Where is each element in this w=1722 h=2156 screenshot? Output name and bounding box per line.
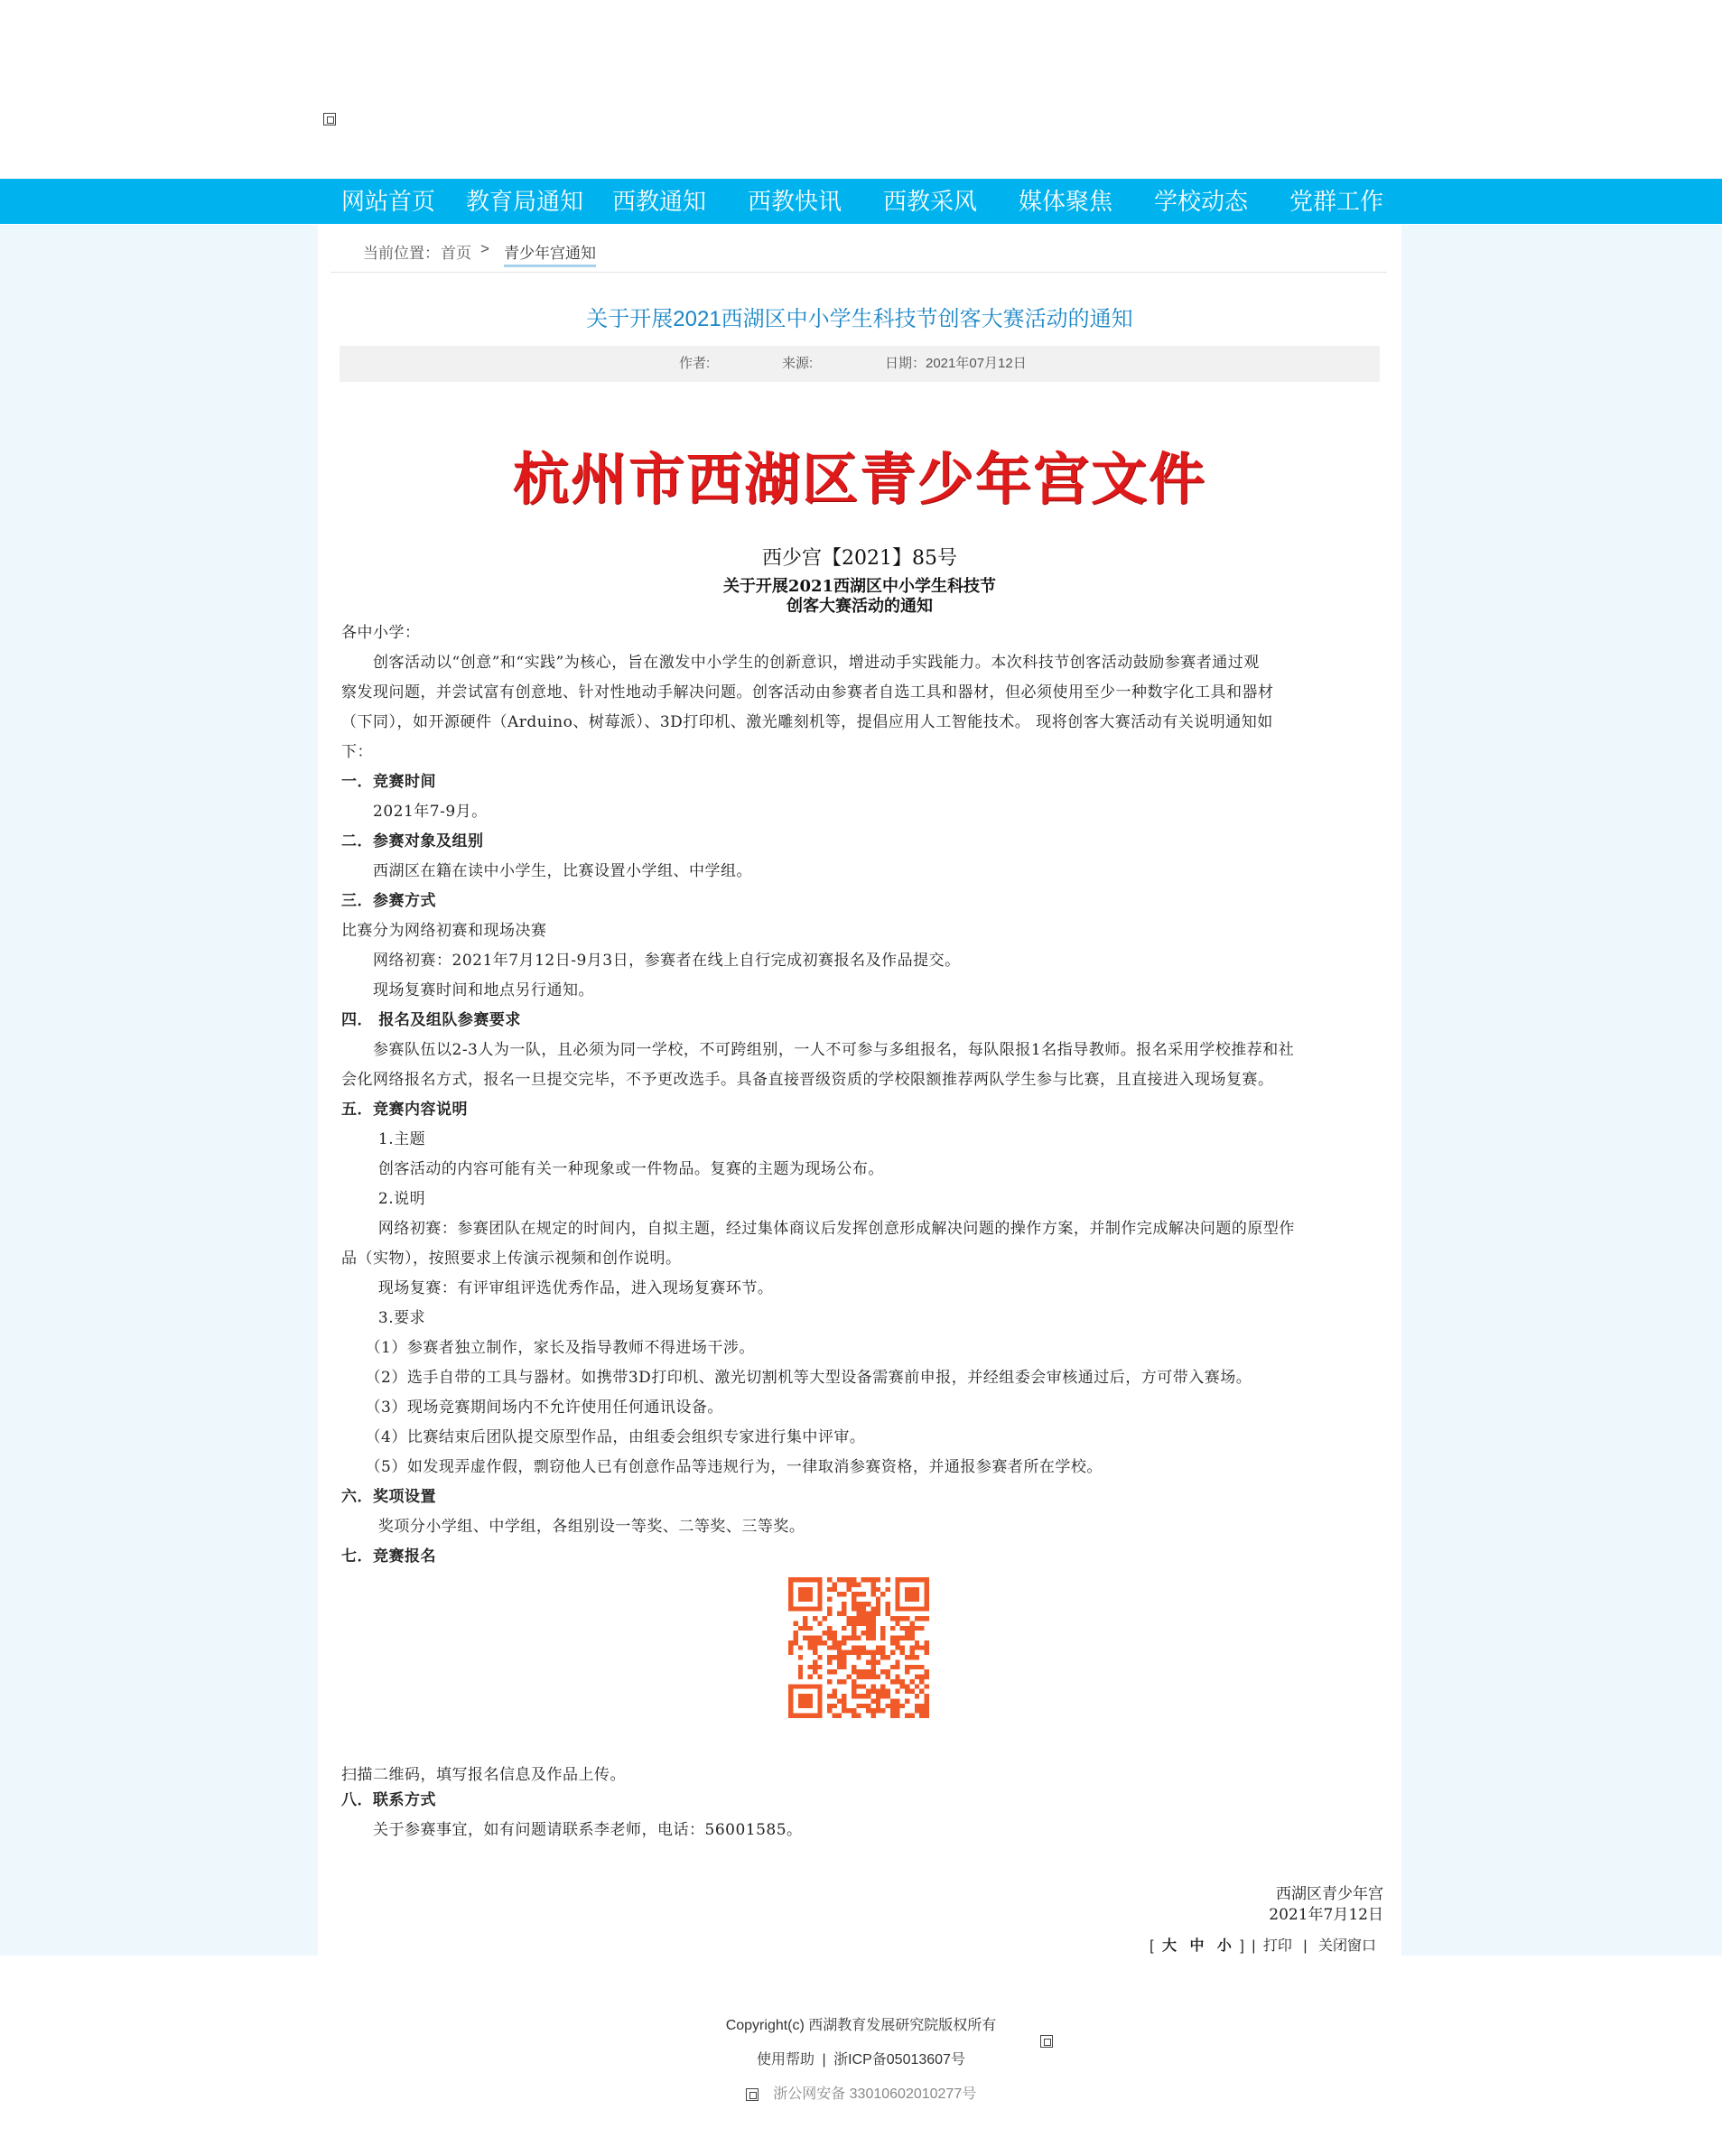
- doc-line: 3.要求: [341, 1309, 426, 1327]
- doc-line: 扫描二维码，填写报名信息及作品上传。: [341, 1766, 626, 1784]
- doc-line: （5）如发现弄虚作假，剽窃他人已有创意作品等违规行为，一律取消参赛资格，并通报参赛者所在学校。: [341, 1458, 1103, 1476]
- footer-icp-link[interactable]: 浙ICP备05013607号: [833, 2052, 965, 2068]
- tools-separator: |: [1252, 1938, 1256, 1954]
- nav-item-party-work[interactable]: 党群工作: [1289, 188, 1384, 215]
- doc-line: 创客活动以“创意”和“实践”为核心，旨在激发中小学生的创新意识，增进动手实践能力。本次科技节创客活动鼓励参赛者通过观: [341, 654, 1260, 672]
- registration-qr-code: [782, 1577, 935, 1718]
- nav-item-xijiao-notice[interactable]: 西教通知: [612, 188, 707, 215]
- footer-links: [0, 2048, 1722, 2068]
- doc-line: （1）参赛者独立制作，家长及指导教师不得进场干涉。: [341, 1339, 755, 1357]
- doc-line: 各中小学：: [341, 624, 421, 642]
- doc-line: （下同），如开源硬件（Arduino、树莓派）、3D打印机、激光雕刻机等，提倡应用人工智能技术。 现将创客大赛活动有关说明通知如: [341, 713, 1273, 731]
- breadcrumb-current-link[interactable]: 青少年宫通知: [504, 240, 596, 267]
- meta-source: 来源:: [782, 356, 814, 371]
- footer-police-record: [0, 2082, 1722, 2103]
- doc-line: 2021年7-9月。: [341, 803, 488, 821]
- doc-line: 现场复赛：有评审组评选优秀作品，进入现场复赛环节。: [341, 1279, 774, 1297]
- doc-line: 2.说明: [341, 1190, 426, 1208]
- doc-line: 西湖区在籍在读中小学生，比赛设置小学组、中学组。: [341, 862, 752, 880]
- doc-line: 参赛队伍以2-3人为一队，且必须为同一学校，不可跨组别，一人不可参与多组报名，每队限报1名指导教师。报名采用学校推荐和社: [341, 1041, 1295, 1059]
- font-size-close-bracket: ]: [1240, 1938, 1244, 1954]
- doc-line: 比赛分为网络初赛和现场决赛: [341, 922, 547, 940]
- nav-item-xijiao-style[interactable]: 西教采风: [883, 188, 978, 215]
- top-logo-image: [323, 113, 336, 125]
- doc-line: 奖项分小学组、中学组，各组别设一等奖、二等奖、三等奖。: [341, 1518, 805, 1536]
- doc-signature: 西湖区青少年宫: [1276, 1885, 1383, 1903]
- section-heading: 七．竞赛报名: [341, 1547, 436, 1566]
- doc-line: 品（实物），按照要求上传演示视频和创作说明。: [341, 1250, 682, 1268]
- footer-help-link[interactable]: 使用帮助: [757, 2052, 815, 2068]
- footer-badge-image: [1040, 2035, 1053, 2048]
- doc-line: （4）比赛结束后团队提交原型作品，由组委会组织专家进行集中评审。: [341, 1428, 866, 1446]
- font-size-large-button[interactable]: 大: [1161, 1938, 1177, 1954]
- nav-item-media[interactable]: 媒体聚焦: [1019, 188, 1113, 215]
- footer-copyright: Copyright(c) 西湖教育发展研究院版权所有: [725, 2018, 997, 2033]
- footer-separator: |: [822, 2052, 826, 2068]
- close-window-link[interactable]: 关闭窗口: [1317, 1938, 1376, 1954]
- doc-line: 现场复赛时间和地点另行通知。: [341, 981, 594, 999]
- breadcrumb-prefix: 当前位置：: [363, 245, 440, 262]
- doc-number: 西少宫【2021】85号: [762, 547, 957, 570]
- doc-subtitle-line-1: 关于开展2021西湖区中小学生科技节: [722, 577, 997, 596]
- section-heading: 一．竞赛时间: [341, 773, 436, 791]
- breadcrumb-home-link[interactable]: 首页: [441, 245, 471, 262]
- section-heading: 二．参赛对象及组别: [341, 832, 484, 850]
- article-panel: [318, 225, 1401, 1956]
- doc-red-header: 杭州市西湖区青少年宫文件: [512, 446, 1206, 512]
- doc-line: 察发现问题，并尝试富有创意地、针对性地动手解决问题。创客活动由参赛者自选工具和器材，但必须使用至少一种数字化工具和器材: [341, 683, 1274, 702]
- doc-line: 1.主题: [341, 1130, 426, 1148]
- breadcrumb-separator: >: [480, 240, 489, 257]
- section-heading: 四． 报名及组队参赛要求: [341, 1011, 521, 1029]
- doc-line: 创客活动的内容可能有关一种现象或一件物品。复赛的主题为现场公布。: [341, 1160, 884, 1178]
- tools-separator: |: [1303, 1938, 1308, 1954]
- doc-line: 关于参赛事宜，如有问题请联系李老师，电话：56001585。: [341, 1821, 803, 1839]
- nav-item-school-news[interactable]: 学校动态: [1154, 188, 1249, 215]
- nav-item-xijiao-news[interactable]: 西教快讯: [748, 188, 842, 215]
- nav-item-home[interactable]: 网站首页: [341, 188, 436, 215]
- article-tools: [1150, 1934, 1376, 1955]
- font-size-medium-button[interactable]: 中: [1189, 1938, 1205, 1954]
- doc-line: 网络初赛：2021年7月12日-9月3日，参赛者在线上自行完成初赛报名及作品提交。: [341, 952, 961, 970]
- nav-item-bureau-notice[interactable]: 教育局通知: [466, 188, 584, 215]
- doc-line: （3）现场竞赛期间场内不允许使用任何通讯设备。: [341, 1399, 723, 1417]
- print-link[interactable]: 打印: [1262, 1938, 1292, 1954]
- doc-subtitle-line-2: 创客大赛活动的通知: [787, 597, 933, 616]
- footer-police-link[interactable]: 浙公网安备 33010602010277号: [773, 2086, 977, 2102]
- article-meta-bar: [340, 346, 1380, 382]
- meta-author: 作者:: [679, 356, 711, 371]
- section-heading: 三．参赛方式: [341, 892, 436, 910]
- doc-line: 下：: [341, 743, 373, 761]
- meta-date: 日期：2021年07月12日: [885, 356, 1027, 371]
- font-size-open-bracket: [: [1150, 1938, 1154, 1954]
- article-title: 关于开展2021西湖区中小学生科技节创客大赛活动的通知: [586, 307, 1133, 331]
- police-badge-icon: [746, 2088, 759, 2101]
- section-heading: 八．联系方式: [341, 1791, 436, 1809]
- main-navbar: [0, 179, 1722, 224]
- doc-line: 网络初赛：参赛团队在规定的时间内，自拟主题，经过集体商议后发挥创意形成解决问题的操作方案，并制作完成解决问题的原型作: [341, 1220, 1295, 1238]
- doc-sign-date: 2021年7月12日: [1269, 1906, 1383, 1924]
- breadcrumb-divider: [330, 272, 1387, 273]
- font-size-small-button[interactable]: 小: [1216, 1938, 1232, 1954]
- doc-line: （2）选手自带的工具与器材。如携带3D打印机、激光切割机等大型设备需赛前申报，并经组委会审核通过后，方可带入赛场。: [341, 1369, 1252, 1387]
- doc-line: 会化网络报名方式，报名一旦提交完毕，不予更改选手。具备直接晋级资质的学校限额推荐两队学生参与比赛，且直接进入现场复赛。: [341, 1071, 1274, 1089]
- section-heading: 五．竞赛内容说明: [341, 1101, 468, 1119]
- section-heading: 六．奖项设置: [341, 1488, 436, 1506]
